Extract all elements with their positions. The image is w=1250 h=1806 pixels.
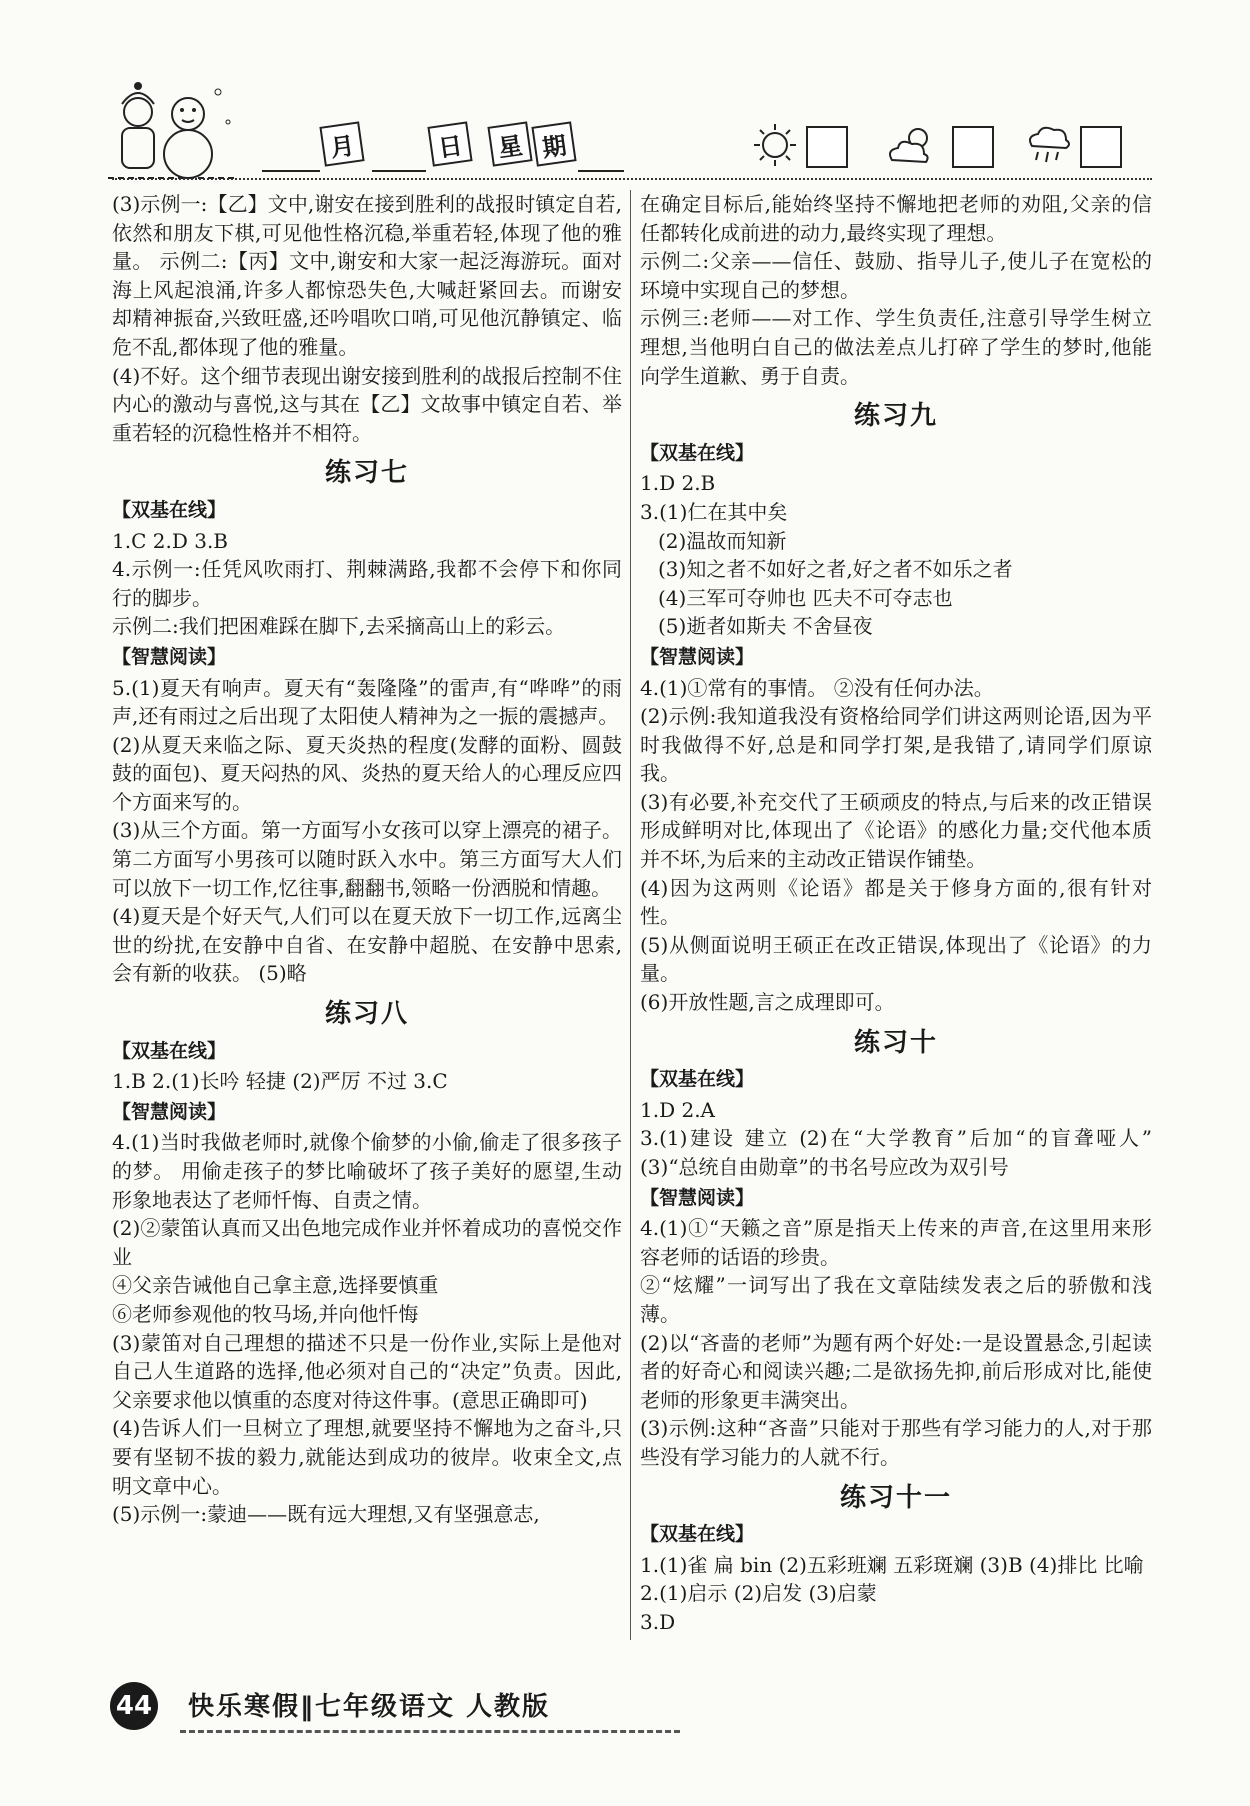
footer-decoration <box>180 1730 680 1733</box>
answer-line: 1.B 2.(1)长吟 轻捷 (2)严厉 不过 3.C <box>112 1069 448 1094</box>
page-footer <box>110 1670 710 1740</box>
sun-icon <box>752 122 798 168</box>
section-label: 【双基在线】 <box>640 1523 755 1546</box>
cloudy-sun-icon <box>884 122 936 168</box>
answer-line: 4.(1)当时我做老师时,就像个偷梦的小偷,偷走了很多孩子的梦。 用偷走孩子的梦比喻破坏了孩子美好的愿望,生动形象地表达了老师忏悔、自责之情。 <box>112 1130 622 1212</box>
sunny-checkbox[interactable] <box>806 126 848 168</box>
answer-line: (4)不好。这个细节表现出谢安接到胜利的战报后控制不住内心的激动与喜悦,这与其在【乙】文故事中镇定自若、举重若轻的沉稳性格并不相符。 <box>112 363 622 445</box>
answer-line: 1.C 2.D 3.B <box>112 528 228 553</box>
exercise-heading: 练习十一 <box>839 1482 952 1513</box>
answer-line: 示例二:我们把困难踩在脚下,去采摘高山上的彩云。 <box>112 614 566 639</box>
section-label: 【智慧阅读】 <box>640 1186 755 1209</box>
answer-line: 5.(1)夏天有响声。夏天有“轰隆隆”的雷声,有“哗哗”的雨声,还有雨过之后出现了太阳使人精神为之一振的震撼声。 <box>112 675 622 729</box>
exercise-heading: 练习七 <box>324 458 409 489</box>
answer-line: (3)蒙笛对自己理想的描述不只是一份作业,实际上是他对自己人生道路的选择,他必须对自己的“决定”负责。因此,父亲要求他以慎重的态度对待这件事。(意思正确即可) <box>112 1330 622 1412</box>
answer-line: (2)温故而知新 <box>658 528 787 553</box>
answer-line: (3)知之者不如好之者,好之者不如乐之者 <box>658 557 1013 582</box>
answer-line: 4.(1)①常有的事情。 ②没有任何办法。 <box>640 675 994 700</box>
section-label: 【双基在线】 <box>112 498 227 521</box>
left-column <box>112 190 622 1529</box>
day-label: 日 <box>427 121 472 166</box>
answer-line: ④父亲告诫他自己拿主意,选择要慎重 <box>112 1273 439 1298</box>
weekday-label-2: 期 <box>531 121 576 166</box>
answer-line: (3)有必要,补充交代了王硕顽皮的特点,与后来的改正错误形成鲜明对比,体现出了《论语》的感化力量;交代他本质并不坏,为后来的主动改正错误作铺垫。 <box>640 789 1152 872</box>
answer-line: (5)从侧面说明王硕正在改正错误,体现出了《论语》的力量。 <box>640 932 1152 986</box>
book-title: 快乐寒假‖七年级语文 人教版 <box>188 1692 551 1722</box>
answer-line: 3.(1)仁在其中矣 <box>640 499 788 524</box>
answer-line: (4)三军可夺帅也 匹夫不可夺志也 <box>658 585 953 610</box>
month-blank <box>262 130 320 172</box>
weekday-label-1: 星 <box>487 121 532 166</box>
month-label: 月 <box>319 121 364 166</box>
answer-line: 3.D <box>640 1609 676 1634</box>
rainy-checkbox[interactable] <box>1080 126 1122 168</box>
answer-line: ②“炫耀”一词写出了我在文章陆续发表之后的骄傲和浅薄。 <box>640 1273 1152 1326</box>
answer-line: 1.D 2.B <box>640 471 716 496</box>
page-header <box>0 0 1250 190</box>
answer-line: (4)因为这两则《论语》都是关于修身方面的,很有针对性。 <box>640 875 1152 929</box>
answer-line: (6)开放性题,言之成理即可。 <box>640 990 895 1015</box>
exercise-heading: 练习九 <box>853 401 938 432</box>
answer-line: (5)示例一:蒙迪——既有远大理想,又有坚强意志, <box>112 1502 540 1527</box>
exercise-heading: 练习十 <box>853 1027 938 1058</box>
exercise-heading: 练习八 <box>324 999 409 1030</box>
section-label: 【双基在线】 <box>112 1039 227 1062</box>
answer-line: (2)示例:我知道我没有资格给同学们讲这两则论语,因为平时我做得不好,总是和同学打架,是我错了,请同学们原谅我。 <box>640 704 1152 786</box>
cloudy-checkbox[interactable] <box>952 126 994 168</box>
answer-line: 4.示例一:任凭风吹雨打、荆棘满路,我都不会停下和你同行的脚步。 <box>112 557 622 610</box>
answer-line: 4.(1)①“天籁之音”原是指天上传来的声音,在这里用来形容老师的话语的珍贵。 <box>640 1216 1152 1269</box>
answer-line: 在确定目标后,能始终坚持不懈地把老师的劝阻,父亲的信任都转化成前进的动力,最终实现了理想。 <box>640 192 1152 245</box>
answer-line: (5)逝者如斯夫 不舍昼夜 <box>658 614 873 639</box>
answer-line: (2)以“吝啬的老师”为题有两个好处:一是设置悬念,引起读者的好奇心和阅读兴趣;二是欲扬先抑,前后形成对比,能使老师的形象更丰满突出。 <box>640 1330 1152 1412</box>
section-label: 【智慧阅读】 <box>112 1100 227 1123</box>
weekday-blank <box>578 130 624 172</box>
column-divider <box>630 190 631 1640</box>
header-divider <box>112 178 1152 180</box>
answer-line: 3.(1)建设 建立 (2)在“大学教育”后加“的盲聋哑人” (3)“总统自由勋章”的书名号应改为双引号 <box>640 1126 1152 1179</box>
answer-line: (4)夏天是个好天气,人们可以在夏天放下一切工作,远离尘世的纷扰,在安静中自省、在安静中超脱、在安静中思索,会有新的收获。 (5)略 <box>112 904 622 986</box>
snowman-illustration-icon <box>108 82 238 182</box>
section-label: 【智慧阅读】 <box>112 645 227 668</box>
answer-line: (4)告诉人们一旦树立了理想,就要坚持不懈地为之奋斗,只要有坚韧不拔的毅力,就能达到成功的彼岸。收束全文,点明文章中心。 <box>112 1416 622 1498</box>
answer-line: (3)从三个方面。第一方面写小女孩可以穿上漂亮的裙子。第二方面写小男孩可以随时跃入水中。第三方面写大人们可以放下一切工作,忆往事,翻翻书,领略一份洒脱和情趣。 <box>112 818 622 900</box>
answer-line: 1.(1)雀 扁 bin (2)五彩班斓 五彩斑斓 (3)B (4)排比 比喻 <box>640 1552 1144 1577</box>
page-number: 44 <box>110 1682 158 1730</box>
answer-line: 2.(1)启示 (2)启发 (3)启蒙 <box>640 1581 877 1606</box>
answer-line: 示例二:父亲——信任、鼓励、指导儿子,使儿子在宽松的环境中实现自己的梦想。 <box>640 249 1152 302</box>
right-column <box>640 190 1152 1637</box>
answer-line: (3)示例:这种“吝啬”只能对于那些有学习能力的人,对于那些没有学习能力的人就不行。 <box>640 1416 1152 1469</box>
rain-cloud-icon <box>1026 122 1072 168</box>
answer-line: ⑥老师参观他的牧马场,并向他忏悔 <box>112 1301 419 1326</box>
section-label: 【双基在线】 <box>640 1068 755 1091</box>
answer-line: 1.D 2.A <box>640 1097 715 1122</box>
section-label: 【双基在线】 <box>640 441 755 464</box>
section-label: 【智慧阅读】 <box>640 645 755 668</box>
answer-line: (2)从夏天来临之际、夏天炎热的程度(发酵的面粉、圆鼓鼓的面包)、夏天闷热的风、炎热的夏天给人的心理反应四个方面来写的。 <box>112 732 622 814</box>
answer-line: 示例三:老师——对工作、学生负责任,注意引导学生树立理想,当他明白自己的做法差点儿打碎了学生的梦时,他能向学生道歉、勇于自责。 <box>640 306 1152 388</box>
day-blank <box>372 130 426 172</box>
answer-line: (2)②蒙笛认真而又出色地完成作业并怀着成功的喜悦交作业 <box>112 1216 622 1269</box>
answer-line: (3)示例一:【乙】文中,谢安在接到胜利的战报时镇定自若,依然和朋友下棋,可见他性格沉稳,举重若轻,体现了他的雅量。 示例二:【丙】文中,谢安和大家一起泛海游玩。面对海上风起浪涌,许多人都惊恐失色,大喊赶紧回去。而谢安却精神振奋,兴致旺盛,还吟唱吹口哨,可见他沉静镇定、临危不乱,都体现了他的雅量。 <box>112 192 622 359</box>
